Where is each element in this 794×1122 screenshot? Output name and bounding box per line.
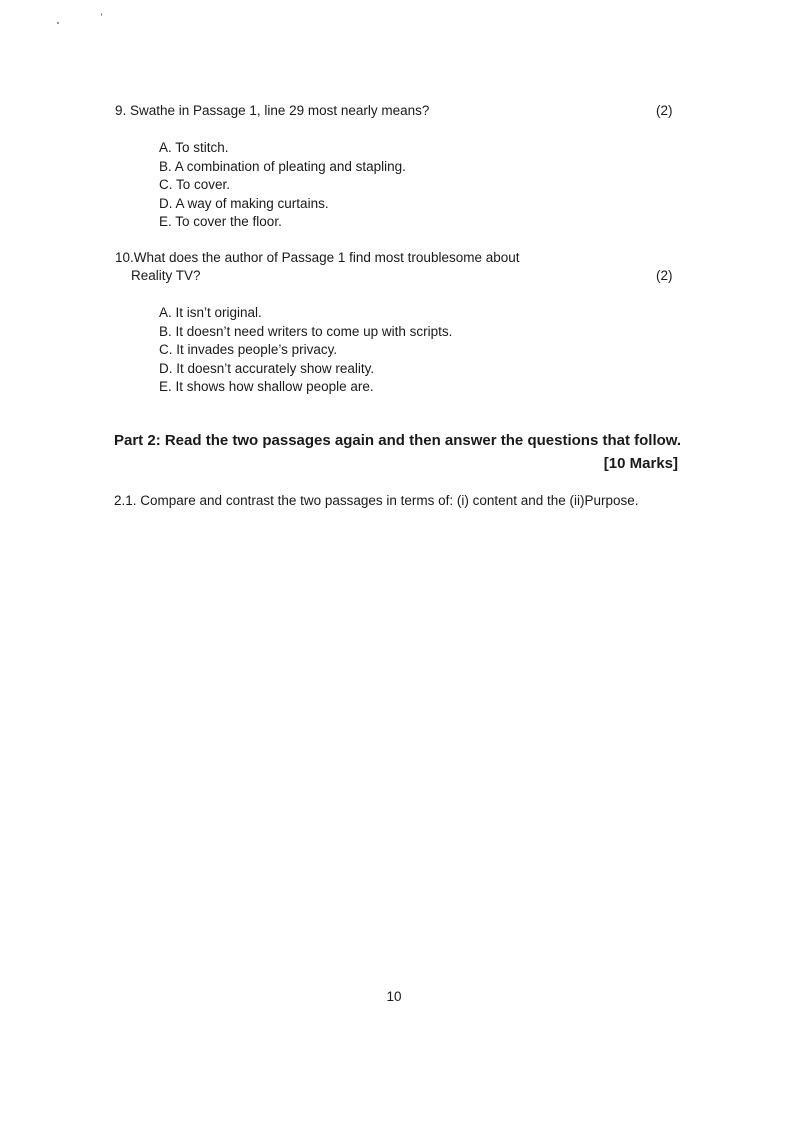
option-b: B. It doesn’t need writers to come up with scripts. — [159, 323, 453, 339]
option-c: C. To cover. — [159, 177, 231, 192]
option-b: B. A combination of pleating and stapling. — [159, 158, 406, 174]
option-e: E. To cover the floor. — [159, 214, 282, 229]
question-9-text: 9. Swathe in Passage 1, line 29 most nearly means? — [115, 103, 430, 118]
page-number: 10 — [386, 989, 402, 1004]
question-10-marks: (2) — [656, 268, 673, 283]
scan-speck — [101, 13, 102, 16]
question-2-1-text: 2.1. Compare and contrast the two passages in terms of: (i) content and the (ii)Purpose. — [114, 493, 639, 508]
part-2-heading: Part 2: Read the two passages again and then answer the questions that follow. — [114, 432, 682, 449]
option-d: D. It doesn’t accurately show reality. — [159, 360, 375, 376]
option-a: A. It isn’t original. — [159, 305, 262, 320]
option-a: A. To stitch. — [159, 140, 229, 155]
scan-speck — [57, 22, 59, 24]
question-10-text-line1: 10.What does the author of Passage 1 find most troublesome about — [115, 250, 520, 265]
question-9-options — [159, 139, 406, 232]
option-e: E. It shows how shallow people are. — [159, 379, 374, 394]
part-2-marks: [10 Marks] — [603, 455, 678, 472]
option-c: C. It invades people’s privacy. — [159, 342, 338, 357]
question-9-marks: (2) — [656, 103, 673, 118]
question-10-text-line2: Reality TV? — [131, 268, 201, 283]
option-d: D. A way of making curtains. — [159, 195, 329, 211]
question-10-options — [159, 304, 452, 397]
